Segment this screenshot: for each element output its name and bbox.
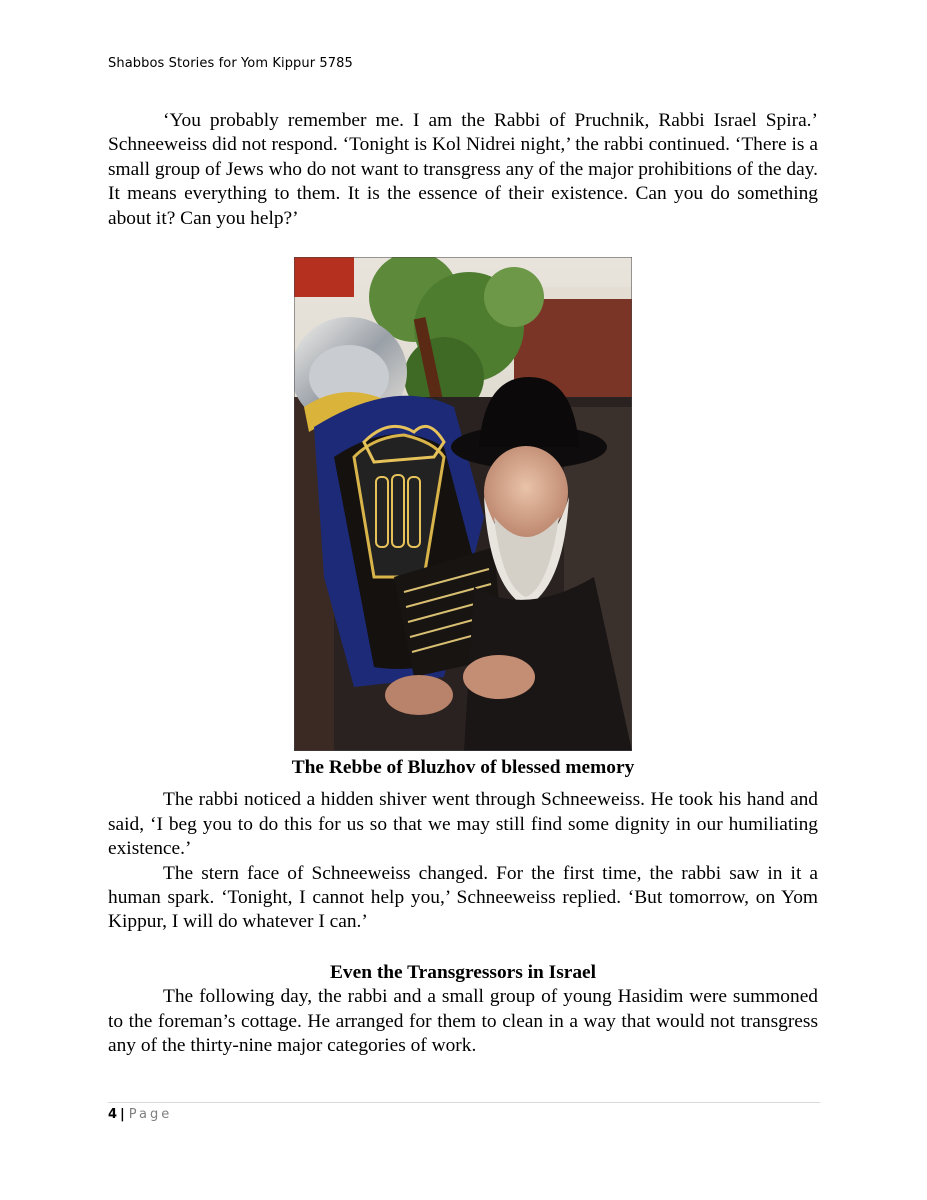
page-footer [108, 1107, 172, 1122]
paragraph-following-day: The following day, the rabbi and a small group of young Hasidim were summoned to the foreman’s cottage. He arranged for them to clean in a way that would not transgress any of the thirty-nine major categories of work. [108, 986, 818, 1057]
paragraph-rabbi-request: ‘You probably remember me. I am the Rabbi of Pruchnik, Rabbi Israel Spira.’ Schneeweiss did not respond. ‘Tonight is Kol Nidrei night,’ the rabbi continued. ‘There is a small group of Jews who do not want to transgress any of the major prohibitions of the day. It means everything to them. It is the essence of their existence. Can you do something about it? Can you help?’ [108, 110, 818, 229]
paragraph-human-spark: The stern face of Schneeweiss changed. For the first time, the rabbi saw in it a human spark. ‘Tonight, I cannot help you,’ Schneeweiss replied. ‘But tomorrow, on Yom Kippur, I will do whatever I can.’ [108, 862, 818, 933]
page-number: 4 [108, 1107, 118, 1122]
section-heading: Even the Transgressors in Israel [329, 961, 597, 983]
photo-caption: The Rebbe of Bluzhov of blessed memory [291, 757, 635, 779]
page-body [108, 109, 818, 1059]
paragraph-shiver: The rabbi noticed a hidden shiver went through Schneeweiss. He took his hand and said, ‘I beg you to do this for us so that we may still find some dignity in our humiliating existence.’ [108, 789, 818, 860]
running-header: Shabbos Stories for Yom Kippur 5785 [108, 56, 353, 71]
figure [108, 257, 818, 751]
page-label: Page [128, 1107, 173, 1122]
footer-divider [108, 1102, 820, 1103]
rebbe-photo [294, 257, 632, 751]
footer-separator: | [120, 1107, 125, 1122]
